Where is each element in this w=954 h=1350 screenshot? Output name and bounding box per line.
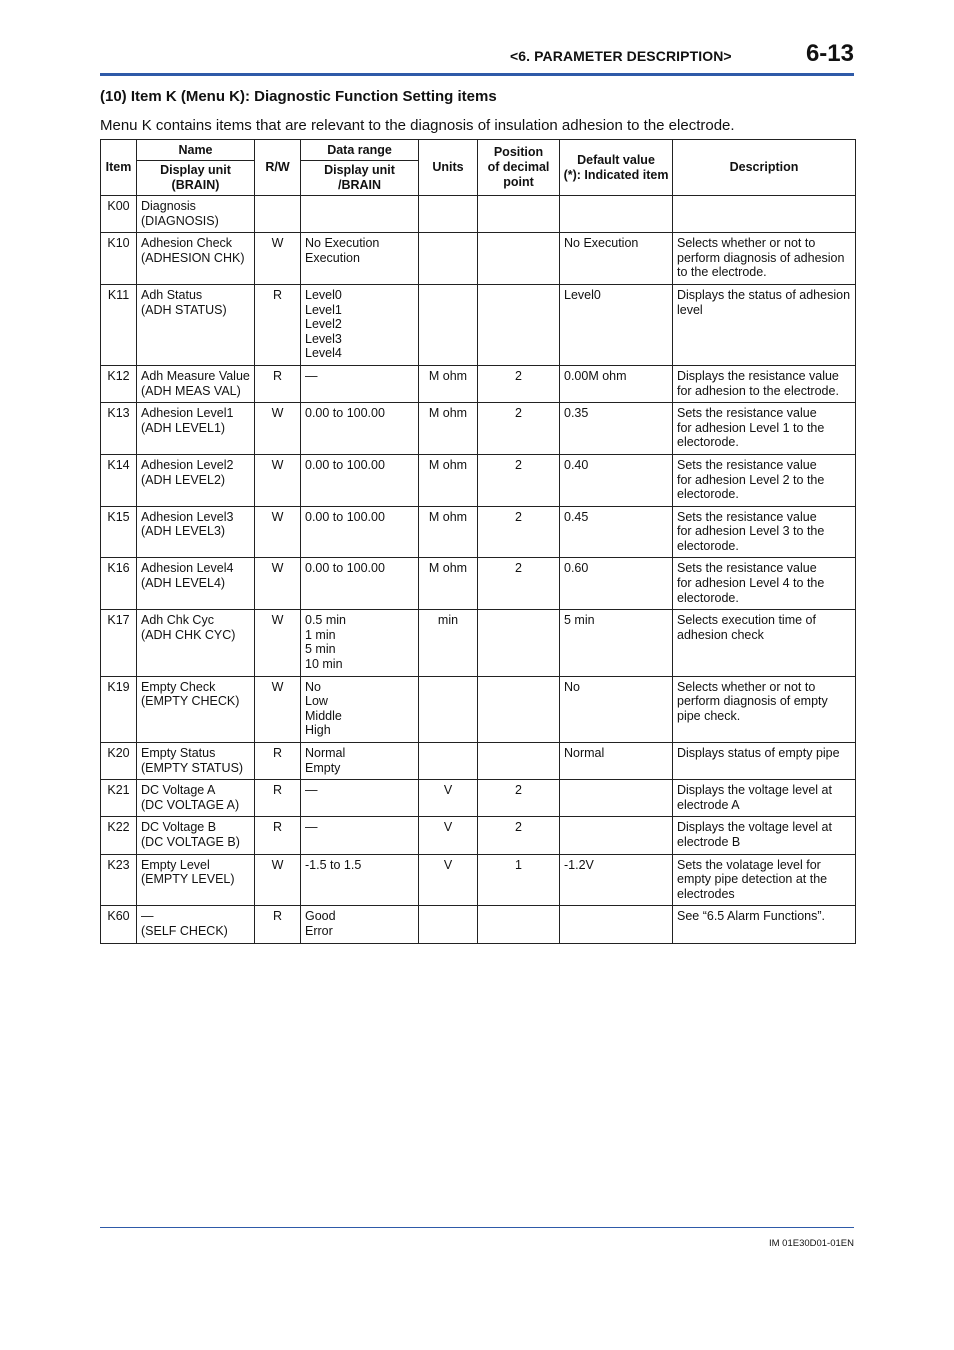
cell-default: -1.2V [560,854,673,906]
cell-name: Diagnosis (DIAGNOSIS) [137,196,255,233]
cell-data-range: 0.00 to 100.00 [301,558,419,610]
table-row [101,365,856,402]
cell-rw [255,196,301,233]
cell-decimal-pos: 2 [478,780,560,817]
table-row [101,676,856,742]
header-item: Item [101,140,137,196]
cell-units: M ohm [419,454,478,506]
cell-decimal-pos [478,676,560,742]
cell-rw: W [255,610,301,676]
cell-description: Displays the voltage level at electrode A [673,780,856,817]
table-row [101,454,856,506]
cell-name: — (SELF CHECK) [137,906,255,943]
cell-rw: W [255,233,301,285]
header-rule [100,73,854,76]
cell-item: K12 [101,365,137,402]
cell-default: 0.00M ohm [560,365,673,402]
cell-name: Empty Status (EMPTY STATUS) [137,743,255,780]
cell-default [560,780,673,817]
cell-description: See “6.5 Alarm Functions”. [673,906,856,943]
cell-data-range: 0.00 to 100.00 [301,506,419,558]
cell-description: Displays status of empty pipe [673,743,856,780]
cell-item: K16 [101,558,137,610]
cell-data-range: No Execution Execution [301,233,419,285]
header-name: Name [137,140,255,161]
header-units: Units [419,140,478,196]
cell-item: K60 [101,906,137,943]
table-row [101,610,856,676]
cell-data-range: -1.5 to 1.5 [301,854,419,906]
cell-description [673,196,856,233]
cell-item: K00 [101,196,137,233]
cell-rw: W [255,403,301,455]
cell-decimal-pos [478,906,560,943]
table-row [101,403,856,455]
cell-default [560,196,673,233]
cell-default [560,817,673,854]
cell-units: M ohm [419,403,478,455]
cell-decimal-pos: 2 [478,454,560,506]
cell-units [419,906,478,943]
cell-units: min [419,610,478,676]
cell-units [419,284,478,365]
cell-rw: W [255,854,301,906]
cell-units [419,676,478,742]
table-row [101,780,856,817]
cell-data-range: 0.00 to 100.00 [301,403,419,455]
table-body [101,196,856,944]
cell-units [419,196,478,233]
cell-default [560,906,673,943]
cell-item: K21 [101,780,137,817]
cell-default: 5 min [560,610,673,676]
cell-default: 0.45 [560,506,673,558]
cell-units [419,743,478,780]
cell-data-range: No Low Middle High [301,676,419,742]
cell-data-range: Good Error [301,906,419,943]
cell-decimal-pos: 2 [478,817,560,854]
cell-units [419,233,478,285]
cell-item: K10 [101,233,137,285]
cell-units: V [419,817,478,854]
cell-rw: R [255,780,301,817]
cell-name: Adhesion Level2 (ADH LEVEL2) [137,454,255,506]
header-description: Description [673,140,856,196]
cell-rw: W [255,454,301,506]
cell-decimal-pos [478,610,560,676]
cell-default: Level0 [560,284,673,365]
cell-decimal-pos [478,743,560,780]
cell-decimal-pos: 2 [478,365,560,402]
cell-description: Selects whether or not to perform diagnosis of empty pipe check. [673,676,856,742]
table-row [101,743,856,780]
table-row [101,854,856,906]
page-number: 6-13 [805,40,854,67]
cell-rw: R [255,817,301,854]
cell-item: K13 [101,403,137,455]
parameter-table [100,139,856,944]
cell-rw: R [255,365,301,402]
cell-decimal-pos: 2 [478,403,560,455]
cell-decimal-pos [478,284,560,365]
cell-description: Sets the resistance value for adhesion Level 1 to the electorode. [673,403,856,455]
table-row [101,558,856,610]
cell-rw: W [255,506,301,558]
cell-description: Sets the resistance value for adhesion Level 4 to the electorode. [673,558,856,610]
table-row [101,233,856,285]
cell-name: Empty Level (EMPTY LEVEL) [137,854,255,906]
cell-data-range: — [301,365,419,402]
header-data-range: Data range [301,140,419,161]
running-header-section: <6. PARAMETER DESCRIPTION> [510,48,732,64]
cell-default: 0.60 [560,558,673,610]
cell-decimal-pos [478,196,560,233]
table-header [101,140,856,196]
cell-rw: W [255,676,301,742]
cell-decimal-pos [478,233,560,285]
cell-name: Adhesion Check (ADHESION CHK) [137,233,255,285]
cell-decimal-pos: 2 [478,506,560,558]
cell-item: K19 [101,676,137,742]
cell-description: Sets the resistance value for adhesion Level 3 to the electorode. [673,506,856,558]
cell-units: V [419,780,478,817]
table-row [101,906,856,943]
cell-data-range: 0.5 min 1 min 5 min 10 min [301,610,419,676]
table-row [101,817,856,854]
cell-name: Adhesion Level1 (ADH LEVEL1) [137,403,255,455]
cell-description: Displays the resistance value for adhesion to the electrode. [673,365,856,402]
cell-name: DC Voltage B (DC VOLTAGE B) [137,817,255,854]
cell-description: Sets the volatage level for empty pipe detection at the electrodes [673,854,856,906]
cell-description: Displays the status of adhesion level [673,284,856,365]
cell-item: K15 [101,506,137,558]
cell-data-range: Normal Empty [301,743,419,780]
cell-name: Adhesion Level3 (ADH LEVEL3) [137,506,255,558]
cell-default: 0.40 [560,454,673,506]
intro-paragraph: Menu K contains items that are relevant to the diagnosis of insulation adhesion to the electrode. [100,117,735,134]
cell-units: V [419,854,478,906]
document-id: IM 01E30D01-01EN [768,1238,854,1249]
cell-default: Normal [560,743,673,780]
cell-item: K23 [101,854,137,906]
cell-decimal-pos: 1 [478,854,560,906]
header-rw: R/W [255,140,301,196]
header-name-display-unit: Display unit (BRAIN) [137,161,255,196]
cell-data-range [301,196,419,233]
cell-default: No [560,676,673,742]
cell-rw: R [255,284,301,365]
cell-data-range: Level0 Level1 Level2 Level3 Level4 [301,284,419,365]
section-title: (10) Item K (Menu K): Diagnostic Function Setting items [100,88,497,105]
cell-name: Adh Chk Cyc (ADH CHK CYC) [137,610,255,676]
cell-name: Empty Check (EMPTY CHECK) [137,676,255,742]
cell-item: K14 [101,454,137,506]
cell-units: M ohm [419,506,478,558]
header-range-display-unit: Display unit /BRAIN [301,161,419,196]
cell-item: K11 [101,284,137,365]
cell-data-range: 0.00 to 100.00 [301,454,419,506]
header-default-value: Default value (*): Indicated item [560,140,673,196]
cell-item: K20 [101,743,137,780]
cell-name: Adh Measure Value (ADH MEAS VAL) [137,365,255,402]
cell-name: Adhesion Level4 (ADH LEVEL4) [137,558,255,610]
cell-name: Adh Status (ADH STATUS) [137,284,255,365]
cell-data-range: — [301,817,419,854]
cell-description: Displays the voltage level at electrode B [673,817,856,854]
cell-item: K22 [101,817,137,854]
cell-decimal-pos: 2 [478,558,560,610]
header-decimal-position: Position of decimal point [478,140,560,196]
cell-description: Selects whether or not to perform diagnosis of adhesion to the electrode. [673,233,856,285]
cell-name: DC Voltage A (DC VOLTAGE A) [137,780,255,817]
cell-default: No Execution [560,233,673,285]
cell-units: M ohm [419,365,478,402]
table-row [101,196,856,233]
cell-default: 0.35 [560,403,673,455]
table-row [101,506,856,558]
cell-data-range: — [301,780,419,817]
cell-description: Sets the resistance value for adhesion Level 2 to the electorode. [673,454,856,506]
footer-rule [100,1227,854,1228]
cell-units: M ohm [419,558,478,610]
cell-rw: R [255,743,301,780]
cell-description: Selects execution time of adhesion check [673,610,856,676]
cell-rw: R [255,906,301,943]
table-row [101,284,856,365]
cell-item: K17 [101,610,137,676]
cell-rw: W [255,558,301,610]
